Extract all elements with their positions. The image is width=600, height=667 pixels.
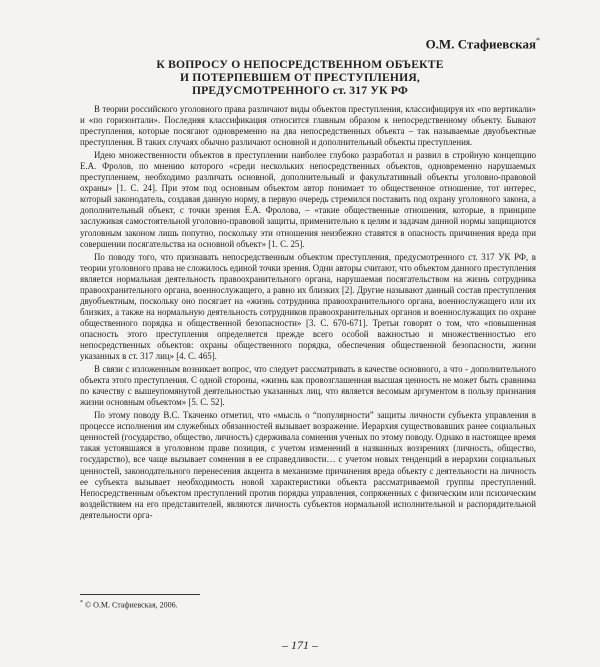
paragraph: В теории российского уголовного права различают виды объектов преступления, классифицируя их «по вертикали» и «по горизонтали». Последняя классификация относится главным образом к непосредственному объекту. Бывают преступления, которые посягают одновременно на два непосредственных объекта – так называемые двуобъектные преступления. В таких случаях обычно различают основной и дополнительный объекты преступления.: [80, 104, 536, 148]
article-title: [0, 58, 600, 97]
paragraph: По поводу того, что признавать непосредственным объектом преступления, предусмотренного ст. 317 УК РФ, в теории уголовного права не сложилось единой точки зрения. Одни авторы считают, что объектом данного преступления является нормальная деятельность правоохранительного органа, нарушаемая посягательством на жизнь сотрудника правоохранительного органа, военнослужащего, а равно их близких [2]. Другие называют данный состав преступления двуобъектным, поскольку оно посягает на «жизнь сотрудника правоохранительного органа, военнослужащего или их близких, а также на нормальную деятельность сотрудников правоохранительных органов и военнослужащих по охране общественного порядка и общественной безопасности» [3. С. 670-671]. Третьи говорят о том, что «повышенная опасность этого преступления определяется прежде всего особой важностью и множественностью его непосредственных объектов: охраны общественного порядка, обеспечения общественной безопасности, жизни указанных в ст. 317 лиц» [4. С. 465].: [80, 251, 536, 362]
title-line: ПРЕДУСМОТРЕННОГО ст. 317 УК РФ: [191, 84, 409, 97]
footnote-mark: *: [80, 600, 83, 606]
paragraph: Идею множественности объектов в преступлении наиболее глубоко разработал и развил в стройную концепцию Е.А. Фролов, по мнению которого «среди нескольких непосредственных объектов, одновременно нарушаемых преступлением, необходимо различать основной, дополнительный и факультативный объекты уголовно-правовой охраны» [1. С. 24]. При этом под основным объектом автор понимает то общественное отношение, тот интерес, который законодатель, создавая данную норму, в первую очередь стремился поставить под охрану уголовного закона, а дополнительный объект, с точки зрения Е.А. Фролова, – «такие общественные отношения, которые, в принципе заслуживая самостоятельной уголовно-правовой защиты, применительно к целям и задачам данной нормы защищаются уголовным законом лишь попутно, поскольку эти отношения неизбежно ставятся в опасность причинения вреда при совершении посягательства на основной объект» [1. С. 25].: [80, 150, 536, 249]
article-body: [80, 104, 536, 523]
footnote-divider: [80, 594, 200, 595]
author-footnote-mark: *: [536, 36, 540, 45]
paragraph: В связи с изложенным возникает вопрос, что следует рассматривать в качестве основного, а что - дополнительного объекта этого преступления. С одной стороны, «жизнь как провозглашенная высшая ценность не может быть сравнима по качеству с вышеупомянутой деятельностью указанных лиц, что является весомым аргументом в пользу признания жизни основным объектом» [5. С. 52].: [80, 364, 536, 408]
page-number: – 171 –: [282, 638, 318, 652]
author-name: О.М. Стафиевская*: [425, 36, 540, 52]
footnote-text: © О.М. Стафиевская, 2006.: [85, 600, 178, 610]
title-line: И ПОТЕРПЕВШЕМ ОТ ПРЕСТУПЛЕНИЯ,: [179, 71, 421, 84]
footnote: [80, 600, 178, 610]
paragraph: По этому поводу В.С. Ткаченко отметил, что «мысль о “популярности” защиты личности субъекта управления в процессе исполнения им служебных обязанностей вызывает возражение. Иерархия существовавших ранее социальных ценностей (государство, общество, личность) сдерживала сомнения ученых по этому поводу. Однако в настоящее время такая устоявшаяся в уголовном праве позиция, с учетом изменений в названных воззрениях (личность, общество, государство), все чаще вызывает сомнения в ее справедливости… с учетом новых тенденций в иерархии социальных ценностей, законодательного перенесения акцента в механизме причинения вреда объекту с деятельности на личность ее субъекта вызывает необходимость новой характеристики объекта рассматриваемой группы преступлений. Непосредственным объектом преступлений против порядка управления, сопряженных с физическим или психическим воздействием на его представителей, являются личность субъектов нормальной исполнительной и распорядительной деятельности орга-: [80, 410, 536, 520]
title-line: К ВОПРОСУ О НЕПОСРЕДСТВЕННОМ ОБЪЕКТЕ: [156, 58, 444, 71]
